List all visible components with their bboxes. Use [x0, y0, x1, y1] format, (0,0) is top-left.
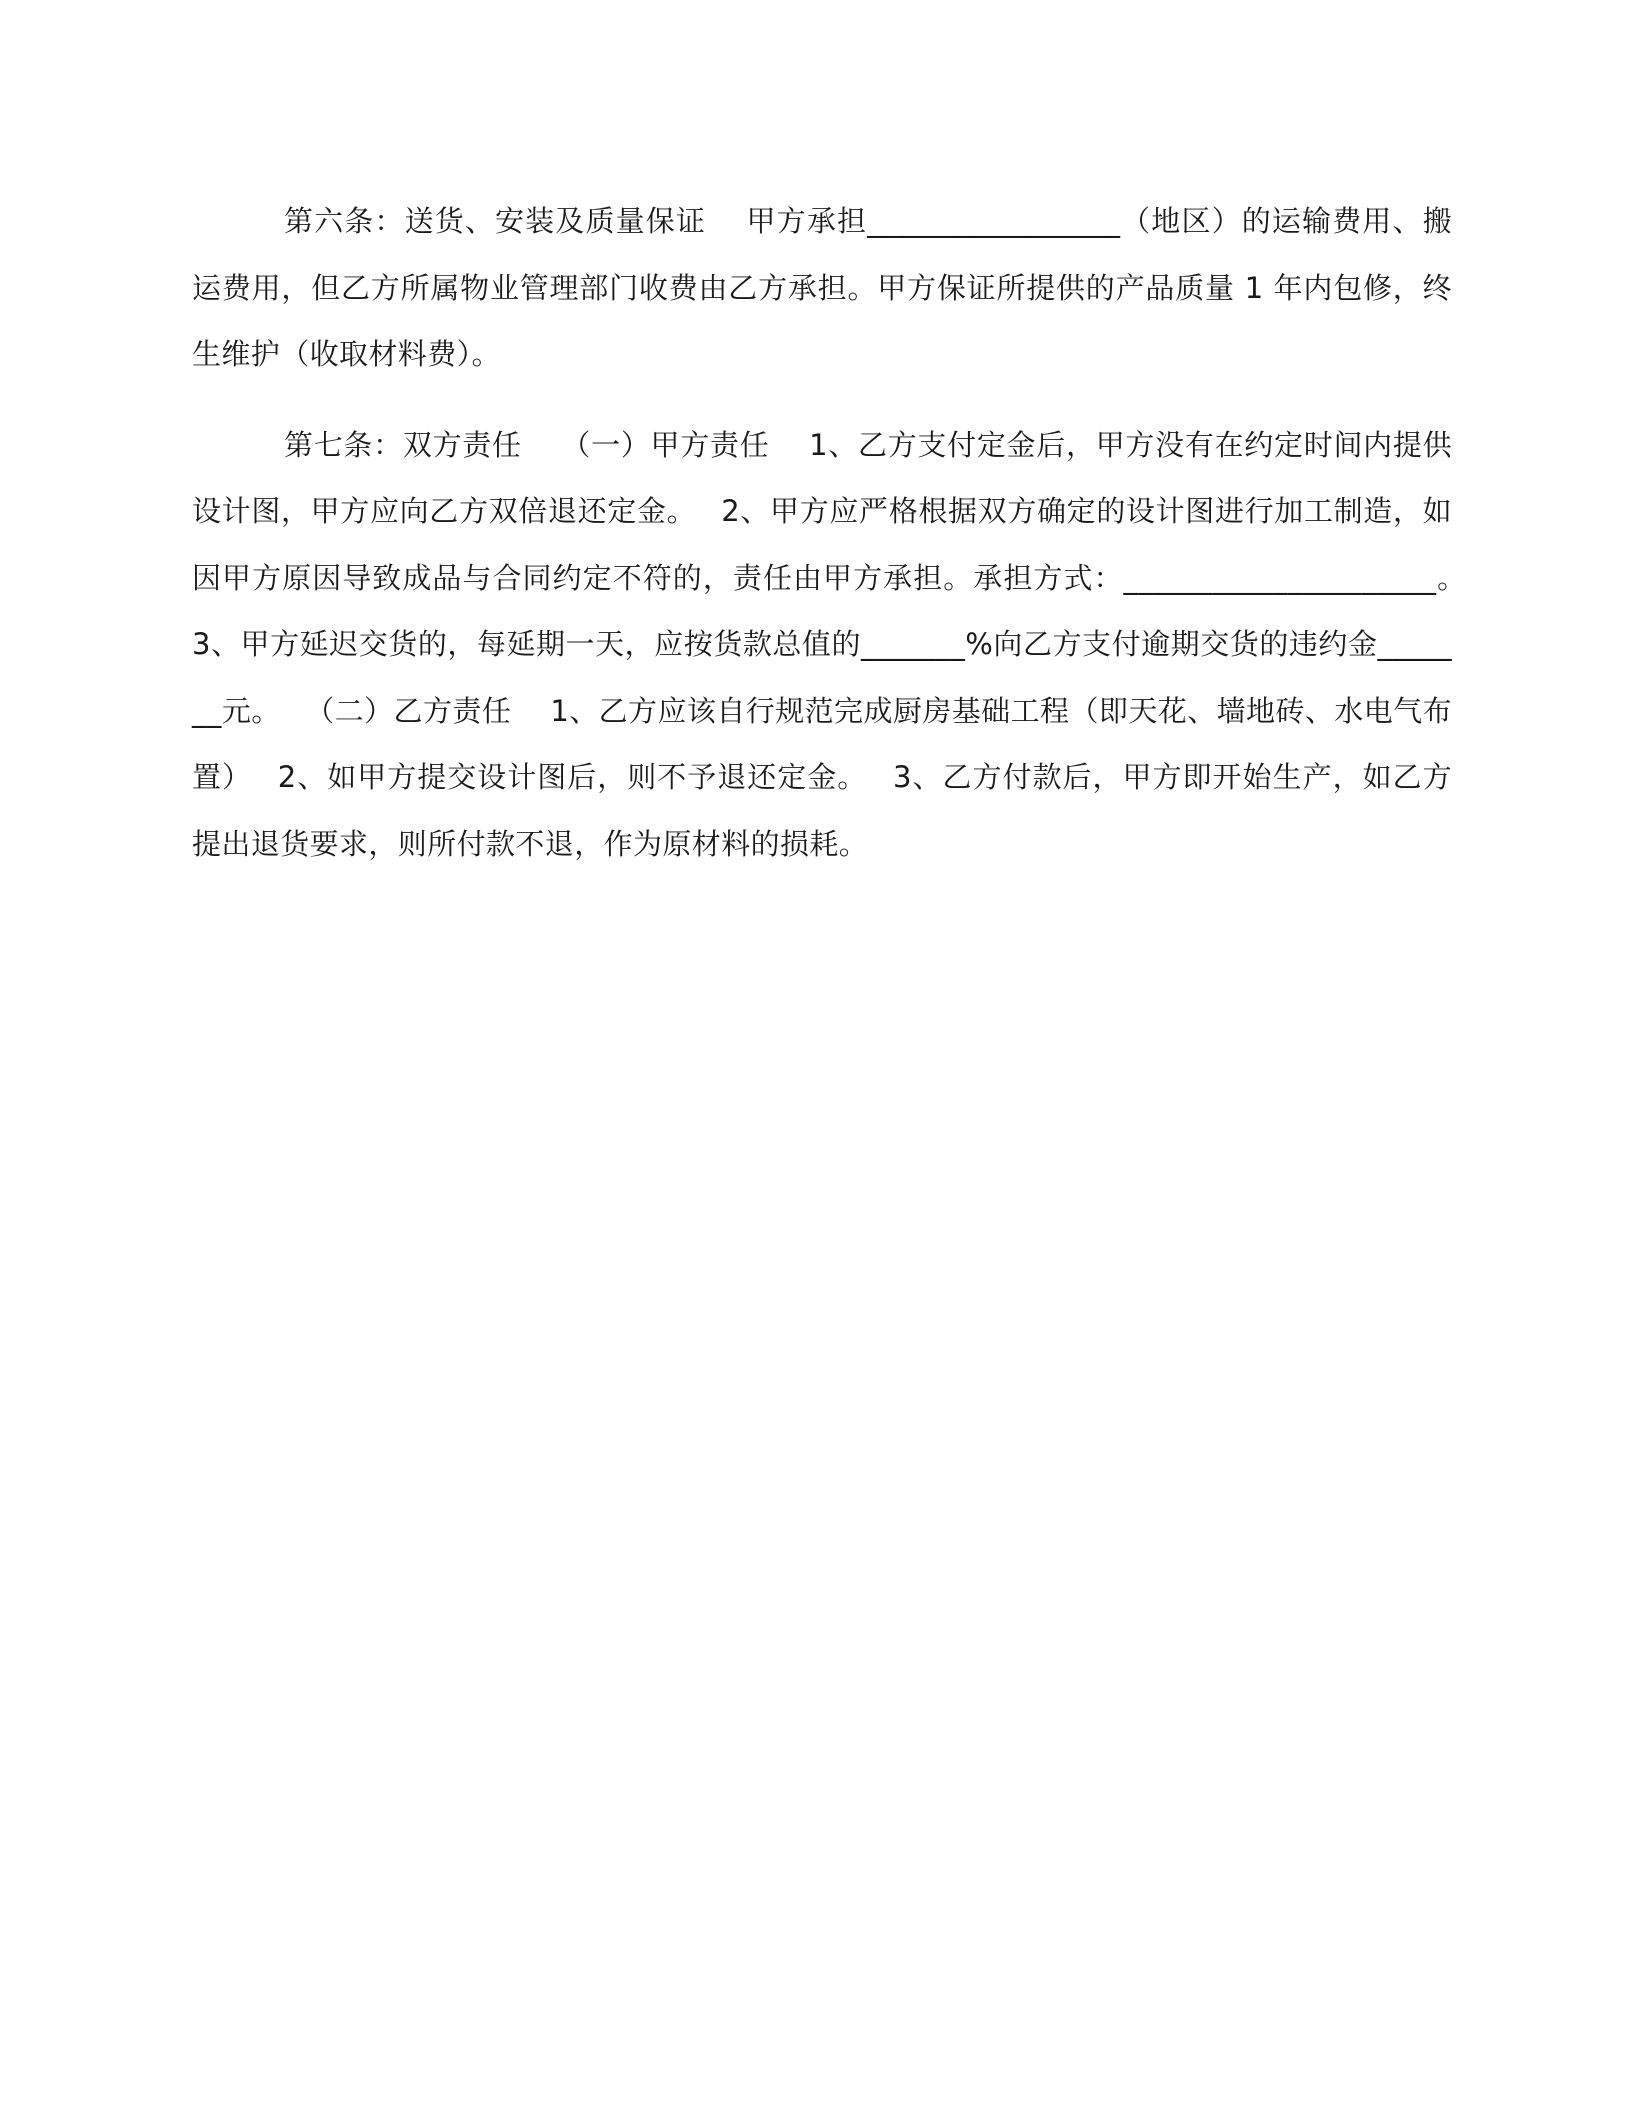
- document-page: [192, 188, 1492, 877]
- article-7-paragraph: 第七条：双方责任 （一）甲方责任 1、乙方支付定金后，甲方没有在约定时间内提供设计图，甲方应向乙方双倍退还定金。 2、甲方应严格根据双方确定的设计图进行加工制造，如因甲方原因导致成品与合同约定不符的，责任由甲方承担。承担方式：_____________________。 3、甲方延迟交货的，每延期一天，应按货款总值的_______%向乙方支付逾期交货的违约金_______元。 （二）乙方责任 1、乙方应该自行规范完成厨房基础工程（即天花、墙地砖、水电气布置） 2、如甲方提交设计图后，则不予退还定金。 3、乙方付款后，甲方即开始生产，如乙方提出退货要求，则所付款不退，作为原材料的损耗。: [192, 427, 1492, 861]
- article-6-paragraph: 第六条：送货、安装及质量保证 甲方承担_________________（地区）的运输费用、搬运费用，但乙方所属物业管理部门收费由乙方承担。甲方保证所提供的产品质量 1 年内包修，终生维护（收取材料费）。: [192, 204, 1452, 371]
